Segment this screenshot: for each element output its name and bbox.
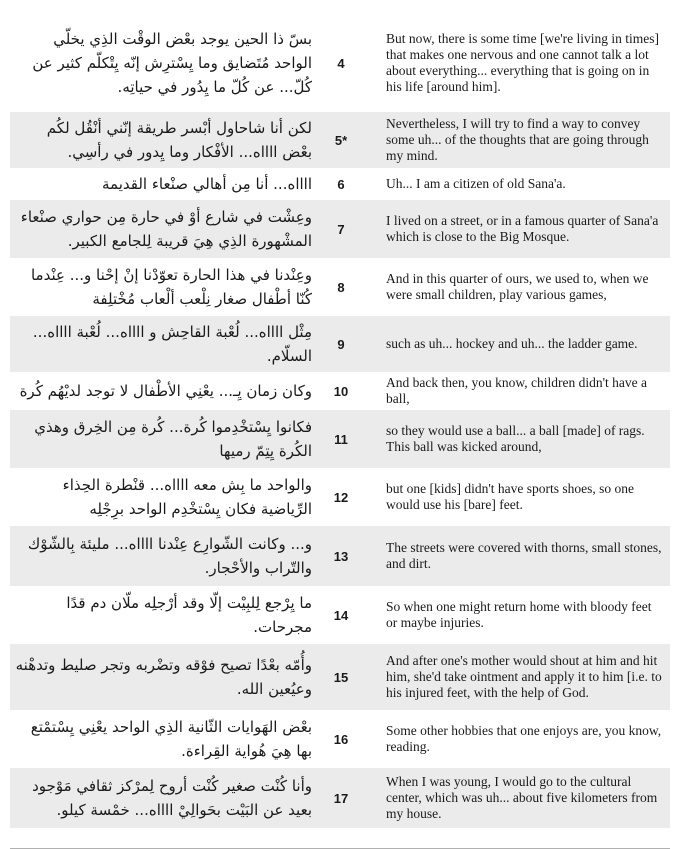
arabic-cell: لكن أنا شاحاول أبْسر طريقة إنّني أنْقُل لكُم بعْض ااااه... الأفْكار وما يِدور في رأسِي.	[10, 112, 318, 168]
arabic-cell: مِثْل ااااه... لُعْبة القاحِش و ااااه... لُعْبة ااااه... السلّام.	[10, 316, 318, 372]
arabic-cell: وأنا كُنْت صغير كُنْت أروح لِمرْكز ثقافي مَوْجود بعيد عن البَيْت بحَوالِيْ ااااه... خمْسة كيلو.	[10, 768, 318, 828]
arabic-cell: و... وكانت الشّوارِع عِنْدنا ااااه... مليئة بِالشّوْك والتّراب والأحْجار.	[10, 526, 318, 586]
arabic-cell: ما يِرْجع لِلبِيْت إلّا وقد أرْجلِه ملّان دم قدًا مجرحات.	[10, 586, 318, 644]
line-number: 16	[318, 710, 364, 768]
arabic-cell: وعِشْت في شارع أوْ في حارة مِن حواري صنْعاء المشْهورة الذِي هِيَ قريبة لِلجامع الكبير.	[10, 200, 318, 258]
arabic-cell: بعْض الهَوايات الثّانية الذِي الواحد يعْنِي يِسْتمْتع بها هِيَ هُواية القِراءة.	[10, 710, 318, 768]
table-row	[10, 644, 670, 710]
arabic-cell: والواحد ما بِش معه ااااه... قنْطرة الحِذاء الرِّياضية فكان يِسْتخْدِم الواحد برِجْلِه	[10, 468, 318, 526]
english-cell: And after one's mother would shout at him and hit him, she'd take ointment and apply it to him [i.e. to his injured feet, with the help of God.	[364, 644, 670, 710]
table-row	[10, 112, 670, 168]
line-number: 11	[318, 410, 364, 468]
english-cell: I lived on a street, or in a famous quarter of Sana'a which is close to the Big Mosque.	[364, 200, 670, 258]
line-number: 8	[318, 258, 364, 316]
transcript-table	[10, 14, 670, 828]
english-cell: Nevertheless, I will try to find a way to convey some uh... of the thoughts that are going through my mind.	[364, 112, 670, 168]
arabic-cell: وكان زمان يِـ... يعْنِي الأطْفال لا توجد لديْهُم كُرة	[10, 372, 318, 410]
line-number: 4	[318, 14, 364, 112]
arabic-cell: بسّ ذا الحين يوجد بعْض الوقْت الذِي يخلّي الواحد مُتَضايق وما يِسْترِش إنّه يِتْكلّم كثير عن كُلّ... عن كُلّ ما يِدُور في حياتِه.	[10, 14, 318, 112]
table-row	[10, 468, 670, 526]
english-cell: When I was young, I would go to the cultural center, which was uh... about five kilometers from my house.	[364, 768, 670, 828]
line-number: 10	[318, 372, 364, 410]
english-cell: The streets were covered with thorns, small stones, and dirt.	[364, 526, 670, 586]
english-cell: So when one might return home with bloody feet or maybe injuries.	[364, 586, 670, 644]
line-number: 6	[318, 168, 364, 200]
arabic-cell: وعِنْدنا في هذا الحارة تعوّدْنا إنْ إحْنا و... عِنْدما كُنّا أطْفال صغار نِلْعب ألْعاب مُخْتلِفة	[10, 258, 318, 316]
line-number: 14	[318, 586, 364, 644]
table-row	[10, 526, 670, 586]
line-number: 12	[318, 468, 364, 526]
table-row	[10, 200, 670, 258]
arabic-cell: وأُمّه بعْدًا تصيح فوْقه وتضْربه وتجر صليط وتدهْنه وعيُعين الله.	[10, 644, 318, 710]
english-cell: so they would use a ball... a ball [made] of rags. This ball was kicked around,	[364, 410, 670, 468]
english-cell: But now, there is some time [we're living in times] that makes one nervous and one cannot talk a lot about everything... everything that is going on in his life [around him].	[364, 14, 670, 112]
table-row	[10, 258, 670, 316]
table-row	[10, 14, 670, 112]
english-cell: And back then, you know, children didn't have a ball,	[364, 372, 670, 410]
english-cell: such as uh... hockey and uh... the ladder game.	[364, 316, 670, 372]
arabic-cell: ااااه... أنا مِن أهالي صنْعاء القديمة	[10, 168, 318, 200]
line-number: 5*	[318, 112, 364, 168]
table-row	[10, 768, 670, 828]
table-row	[10, 410, 670, 468]
english-cell: And in this quarter of ours, we used to, when we were small children, play various games,	[364, 258, 670, 316]
english-cell: Uh... I am a citizen of old Sana'a.	[364, 168, 670, 200]
table-row	[10, 586, 670, 644]
table-row	[10, 372, 670, 410]
line-number: 9	[318, 316, 364, 372]
table-row	[10, 168, 670, 200]
table-row	[10, 710, 670, 768]
arabic-cell: فكانوا يِسْتخْدِموا كُرة... كُرة مِن الخِرق وهذي الكُرة يِتِمّ رميها	[10, 410, 318, 468]
line-number: 17	[318, 768, 364, 828]
line-number: 7	[318, 200, 364, 258]
table-row	[10, 316, 670, 372]
line-number: 15	[318, 644, 364, 710]
line-number: 13	[318, 526, 364, 586]
english-cell: but one [kids] didn't have sports shoes, so one would use his [bare] feet.	[364, 468, 670, 526]
english-cell: Some other hobbies that one enjoys are, you know, reading.	[364, 710, 670, 768]
